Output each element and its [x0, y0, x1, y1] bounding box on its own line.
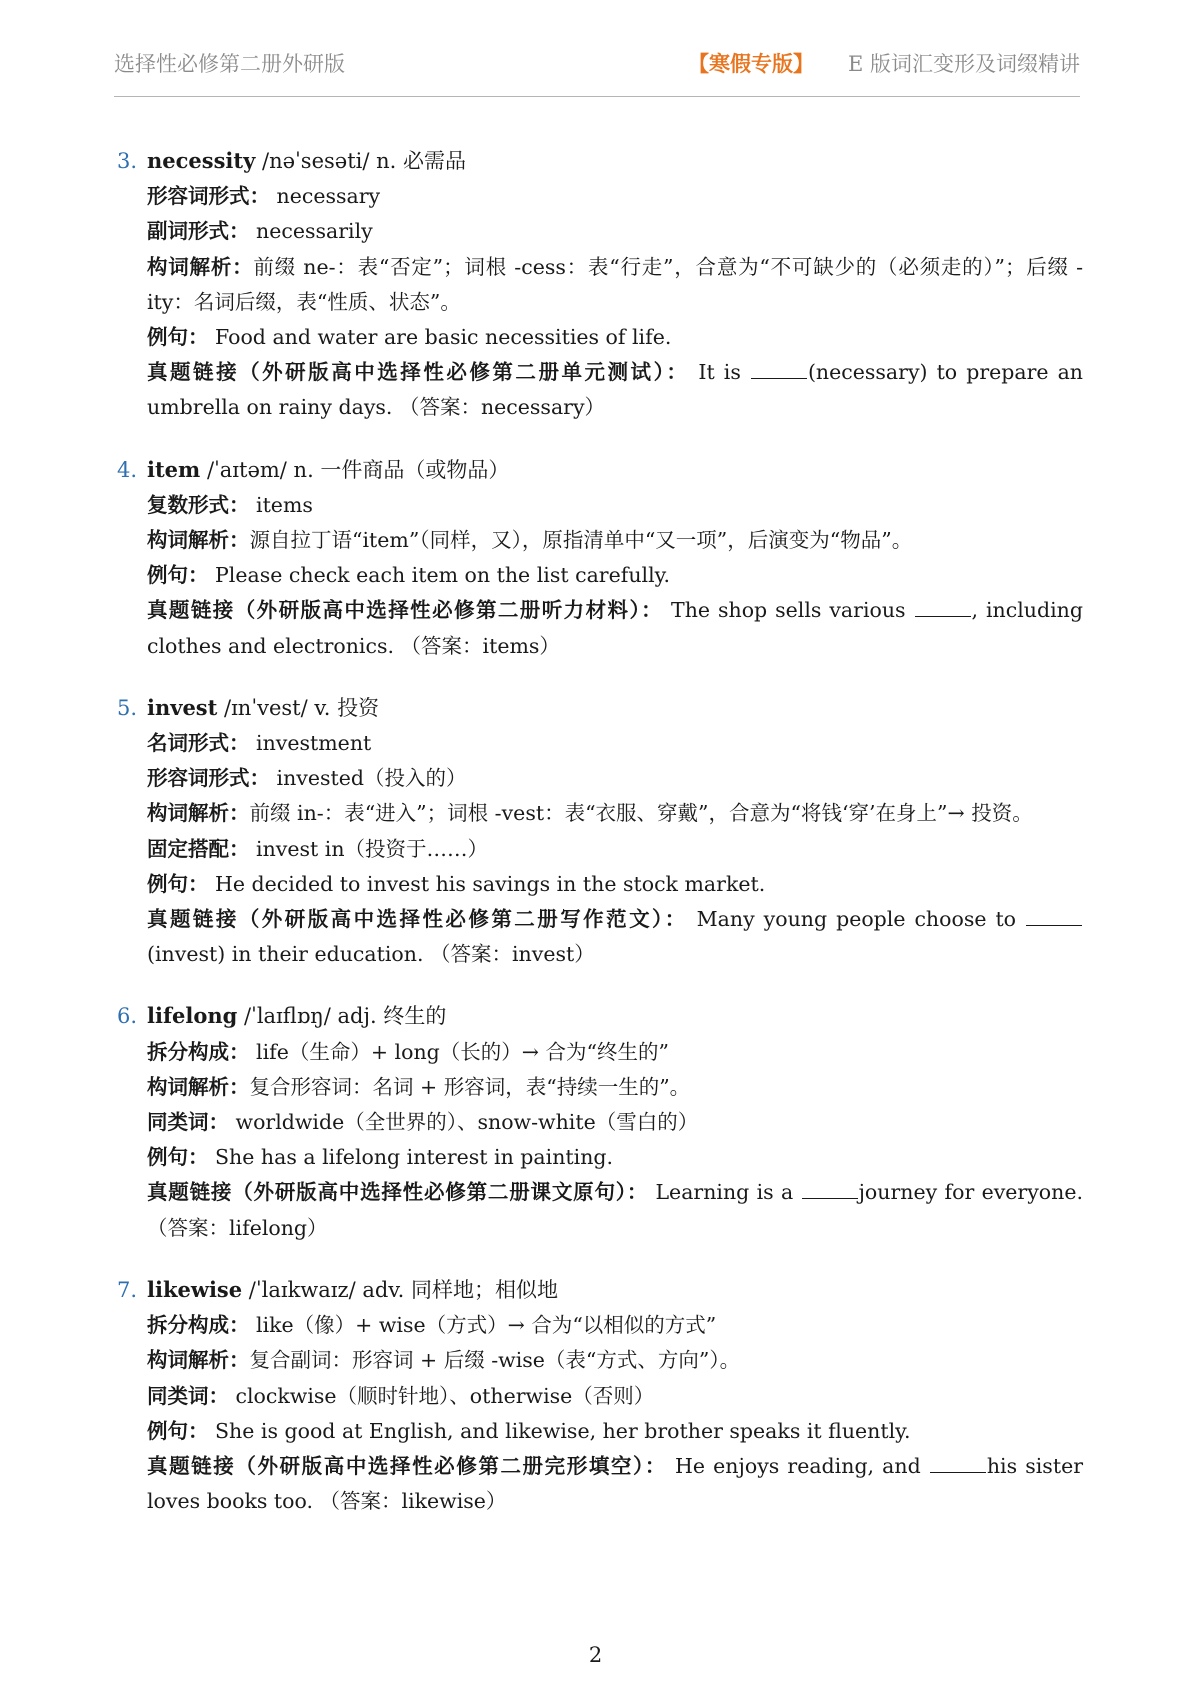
detail-text: 源自拉丁语“item”（同样，又），原指清单中“又一项”，后演变为“物品”。: [249, 528, 913, 553]
detail-label: 构词解析：: [147, 528, 250, 553]
detail-text: 复合副词：形容词 + 后缀 -wise（表“方式、方向”）。: [249, 1348, 741, 1373]
entry-detail-line: [117, 250, 1083, 320]
detail-text: 前缀 ne-：表“否定”；词根 -cess：表“行走”，合意为“不可缺少的（必须走的）”；后缀 -ity：名词后缀，表“性质、状态”。: [147, 254, 1084, 314]
entry-detail-line: [117, 1140, 1083, 1175]
exam-question-end: (necessary) to prepare an umbrella on rainy days. （答案：necessary）: [147, 360, 1083, 420]
detail-text: worldwide（全世界的）、snow-white（雪白的）: [229, 1110, 699, 1135]
detail-text: items: [249, 492, 313, 517]
exam-question-end: , including clothes and electronics. （答案：items）: [147, 598, 1083, 658]
detail-text: invested（投入的）: [270, 766, 467, 791]
detail-text: He decided to invest his savings in the stock market.: [208, 871, 766, 896]
entry-detail-line: [117, 832, 1083, 867]
detail-text: 复合形容词：名词 + 形容词，表“持续一生的”。: [249, 1074, 691, 1099]
detail-label: 名词形式：: [147, 731, 250, 756]
entry-detail-line: [117, 1449, 1083, 1519]
detail-label: 构词解析：: [147, 254, 254, 279]
entry-detail-line: [117, 1070, 1083, 1105]
detail-text: necessary: [270, 184, 381, 209]
entry-number: 4.: [117, 457, 138, 482]
exam-question-end: his sister loves books too. （答案：likewise）: [147, 1453, 1083, 1514]
entry-headword-line: [117, 452, 1083, 488]
answer-blank: [915, 598, 971, 617]
entry-detail-line: [117, 726, 1083, 761]
detail-label: 例句：: [147, 563, 209, 588]
detail-label: 真题链接（外研版高中选择性必修第二册听力材料）：: [147, 598, 664, 623]
detail-text: She is good at English, and likewise, her brother speaks it fluently.: [208, 1418, 911, 1443]
detail-label: 例句：: [147, 871, 209, 896]
detail-text: like（像）+ wise（方式）→ 合为“以相似的方式”: [249, 1313, 717, 1338]
detail-label: 真题链接（外研版高中选择性必修第二册完形填空）：: [147, 1453, 667, 1478]
detail-text: Food and water are basic necessities of life.: [208, 325, 672, 350]
entry-detail-line: [117, 902, 1083, 972]
detail-text: clockwise（顺时针地）、otherwise（否则）: [229, 1383, 655, 1408]
detail-label: 形容词形式：: [147, 184, 270, 209]
entry-detail-line: [117, 761, 1083, 796]
detail-text: invest in（投资于……）: [249, 836, 489, 861]
detail-label: 拆分构成：: [147, 1039, 250, 1064]
entry-headword-line: [117, 1272, 1083, 1308]
entry-detail-line: [117, 1379, 1083, 1414]
exam-question-start: Learning is a: [648, 1180, 801, 1205]
detail-label: 真题链接（外研版高中选择性必修第二册写作范文）：: [147, 907, 688, 932]
entry-detail-line: [117, 1343, 1083, 1378]
entry-word: item: [147, 456, 201, 482]
detail-label: 例句：: [147, 1145, 209, 1170]
entry-word: invest: [147, 694, 218, 720]
vocab-entry: [117, 452, 1083, 664]
entry-word: necessity: [147, 148, 256, 173]
detail-label: 构词解析：: [147, 801, 250, 826]
entry-number: 3.: [117, 149, 138, 173]
entry-detail-line: [117, 214, 1083, 249]
header-subtitle: E 版词汇变形及词缀精讲: [847, 52, 1080, 76]
entry-detail-line: [117, 320, 1083, 355]
exam-question-end: (invest) in their education. （答案：invest）: [147, 942, 595, 967]
page-header: [114, 40, 1080, 97]
entry-headword-line: [117, 143, 1083, 179]
entry-headword-line: [117, 690, 1083, 726]
entry-detail-line: [117, 1105, 1083, 1140]
entry-phonetic-definition: /ˈlaɪkwaɪz/ adv. 同样地；相似地: [242, 1277, 559, 1302]
detail-label: 同类词：: [147, 1110, 229, 1135]
exam-question-start: It is: [689, 360, 750, 385]
entry-number: 7.: [117, 1277, 138, 1302]
exam-question-start: The shop sells various: [663, 598, 914, 623]
header-left-title: 选择性必修第二册外研版: [114, 52, 345, 76]
answer-blank: [751, 360, 807, 379]
entry-detail-line: [117, 355, 1083, 425]
entry-detail-line: [117, 1414, 1083, 1449]
detail-text: 前缀 in-：表“进入”；词根 -vest：表“衣服、穿戴”，合意为“将钱‘穿’在身上”→ 投资。: [249, 801, 1033, 826]
detail-text: She has a lifelong interest in painting.: [208, 1145, 614, 1170]
entry-phonetic-definition: /nəˈsesəti/ n. 必需品: [255, 149, 466, 173]
answer-blank: [1026, 907, 1082, 926]
entry-phonetic-definition: /ɪnˈvest/ v. 投资: [217, 695, 380, 720]
detail-label: 例句：: [147, 325, 209, 350]
vocab-entry: [117, 998, 1083, 1245]
entry-detail-line: [117, 1308, 1083, 1343]
entry-word: lifelong: [147, 1003, 238, 1029]
answer-blank: [930, 1454, 986, 1473]
entry-detail-line: [117, 1035, 1083, 1070]
detail-label: 真题链接（外研版高中选择性必修第二册单元测试）：: [147, 360, 690, 385]
entry-detail-line: [117, 488, 1083, 523]
entry-detail-line: [117, 179, 1083, 214]
vocab-entry: [117, 690, 1083, 973]
detail-label: 副词形式：: [147, 219, 250, 244]
detail-label: 形容词形式：: [147, 766, 270, 791]
detail-label: 复数形式：: [147, 492, 250, 517]
detail-label: 例句：: [147, 1418, 209, 1443]
entry-detail-line: [117, 593, 1083, 663]
vocab-entry: [117, 1272, 1083, 1519]
detail-text: Please check each item on the list carefully.: [208, 563, 671, 588]
detail-label: 构词解析：: [147, 1348, 250, 1373]
exam-question-end: journey for everyone. （答案：lifelong）: [147, 1180, 1083, 1240]
header-right: [688, 48, 1080, 78]
detail-label: 构词解析：: [147, 1074, 250, 1099]
page-number: 2: [588, 1643, 603, 1667]
entry-number: 6.: [117, 1004, 138, 1029]
entry-phonetic-definition: /ˈaɪtəm/ n. 一件商品（或物品）: [200, 457, 510, 482]
answer-blank: [802, 1180, 858, 1199]
entry-detail-line: [117, 796, 1083, 831]
detail-label: 真题链接（外研版高中选择性必修第二册课文原句）：: [147, 1180, 649, 1205]
entry-detail-line: [117, 867, 1083, 902]
vocab-list: [117, 143, 1083, 1545]
vocab-entry: [117, 143, 1083, 426]
detail-text: necessarily: [249, 219, 373, 244]
header-badge: 【寒假专版】: [687, 51, 814, 76]
entry-word: likewise: [147, 1276, 243, 1302]
detail-label: 同类词：: [147, 1383, 229, 1408]
entry-number: 5.: [117, 695, 138, 720]
detail-label: 固定搭配：: [147, 836, 250, 861]
entry-detail-line: [117, 523, 1083, 558]
entry-phonetic-definition: /ˈlaɪflɒŋ/ adj. 终生的: [237, 1004, 447, 1029]
detail-text: life（生命）+ long（长的）→ 合为“终生的”: [249, 1039, 669, 1064]
detail-text: investment: [249, 731, 372, 756]
detail-label: 拆分构成：: [147, 1313, 250, 1338]
exam-question-start: He enjoys reading, and: [666, 1453, 929, 1478]
entry-detail-line: [117, 1175, 1083, 1245]
exam-question-start: Many young people choose to: [687, 907, 1025, 932]
entry-headword-line: [117, 998, 1083, 1034]
entry-detail-line: [117, 558, 1083, 593]
